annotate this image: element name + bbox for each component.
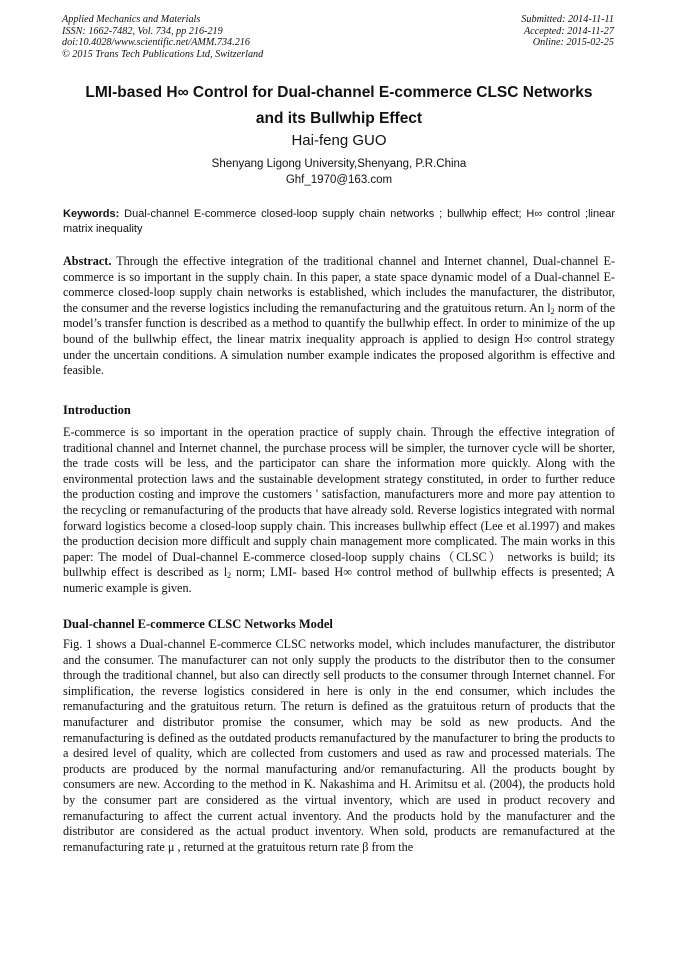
- accepted-date: Accepted: 2014-11-27: [523, 25, 614, 37]
- title-line-2: and its Bullwhip Effect: [255, 110, 423, 127]
- journal-header: [62, 14, 263, 60]
- abstract-text-a: Through the effective integration of the traditional channel and Internet channel, Dual-channel E-commerce is so important in the supply chain. In this paper, a state space dynamic model of a Dual-channel E-commerce closed-loop supply chain networks is established, which includes the manufacturer, the distributor, the consumer and the reverse logistics including the remanufacturing and the gratuitous return. An l: [63, 254, 615, 315]
- introduction-heading: Introduction: [63, 403, 131, 417]
- copyright: © 2015 Trans Tech Publications Ltd, Switzerland: [62, 48, 264, 60]
- author-affiliation: [0, 156, 678, 188]
- abstract-subscript: 2: [550, 306, 555, 316]
- intro-text-a: E-commerce is so important in the operation practice of supply chain. Through the effective integration of traditional channel and Internet channel, the purchase process will be simpler, the turnover cycle will be shorter, the trade costs will be less, and the participator can share the information more quickly. Along with the environmental protection laws and the sustainable development strategy constituted, in order to further reduce the production costing and improve the customers ' satisfaction, manufacturers more and more pay attention to the recycling or remanufacturing of the products that have already sold. Reverse logistics integrated with normal forward logistics become a closed-loop supply chain. This increases bullwhip effect (Lee et al.1997) and makes the production decision more difficult and supply chain management more complicated. The main works in this paper: The model of Dual-channel E-commerce closed-loop supply chains（CLSC） networks is build; its bullwhip effect is described as l: [63, 425, 615, 580]
- abstract-label: Abstract.: [63, 254, 112, 268]
- paper-title: [40, 80, 638, 132]
- journal-name: Applied Mechanics and Materials: [62, 14, 201, 25]
- dates-header: [521, 14, 614, 49]
- keywords: [63, 207, 615, 237]
- affiliation: Shenyang Ligong University,Shenyang, P.R.China: [211, 158, 467, 170]
- author-name: Hai-feng GUO: [291, 132, 387, 149]
- intro-subscript: 2: [227, 571, 232, 581]
- keywords-text: Dual-channel E-commerce closed-loop supply chain networks ; bullwhip effect; H∞ control ;linear matrix inequality: [63, 208, 615, 235]
- submitted-date: Submitted: 2014-11-11: [521, 14, 614, 25]
- intro-text-b: norm; LMI- based H∞ control method of bullwhip effects is presented; A numeric example is given.: [63, 565, 615, 595]
- online-date: Online: 2015-02-25: [532, 37, 614, 48]
- keywords-label: Keywords:: [63, 208, 120, 220]
- abstract: [63, 254, 615, 379]
- doi: doi:10.4028/www.scientific.net/AMM.734.216: [62, 37, 250, 48]
- abstract-text-b: norm of the model’s transfer function is described as a method to quantify the bullwhip effect. In order to minimize of the up bound of the bullwhip effect, the linear matrix inequality approach is applied to design H∞ control strategy under the uncertain conditions. A simulation number example indicates the proposed algorithm is effective and feasible.: [63, 300, 615, 378]
- introduction-text: [63, 425, 615, 597]
- model-section-heading: Dual-channel E-commerce CLSC Networks Model: [63, 617, 333, 631]
- model-section-text: Fig. 1 shows a Dual-channel E-commerce CLSC networks model, which includes manufacturer, the distributor and the consumer. The manufacturer can not only supply the products to the distributor then to the consumer through the traditional channel, but also can directly sell products to the consumer through Internet channel. For simplification, the reverse logistics considered in here is only in the end consumer, which includes the remanufacturing and the gratuitous return. The return is defined as the gratuitous return of products that the manufacturer and distributor promise the consumer, which may be sold as new products. And the remanufacturing is defined as the outdated products remanufactured by the manufacturer to bring the products to a desired level of quality, which are collected from customers and used as raw and processed materials. The products are produced by the normal manufacturing and/or remanufacturing. All the products bought by consumers are new. According to the method in K. Nakashima and H. Arimitsu et al. (2004), the products hold by the consumer part are considered as the virtual inventory, which are used in product recovery and remanufacturing to affect the current actual inventory. And the products hold by the manufacturer and the distributor are considered as the actual product inventory. When sold, products are remanufactured at the remanufacturing rate μ , returned at the gratuitous return rate β from the: [63, 637, 615, 854]
- title-line-1: LMI-based H∞ Control for Dual-channel E-commerce CLSC Networks: [85, 84, 593, 101]
- author-email: Ghf_1970@163.com: [285, 174, 393, 186]
- issn: ISSN: 1662-7482, Vol. 734, pp 216-219: [62, 25, 223, 37]
